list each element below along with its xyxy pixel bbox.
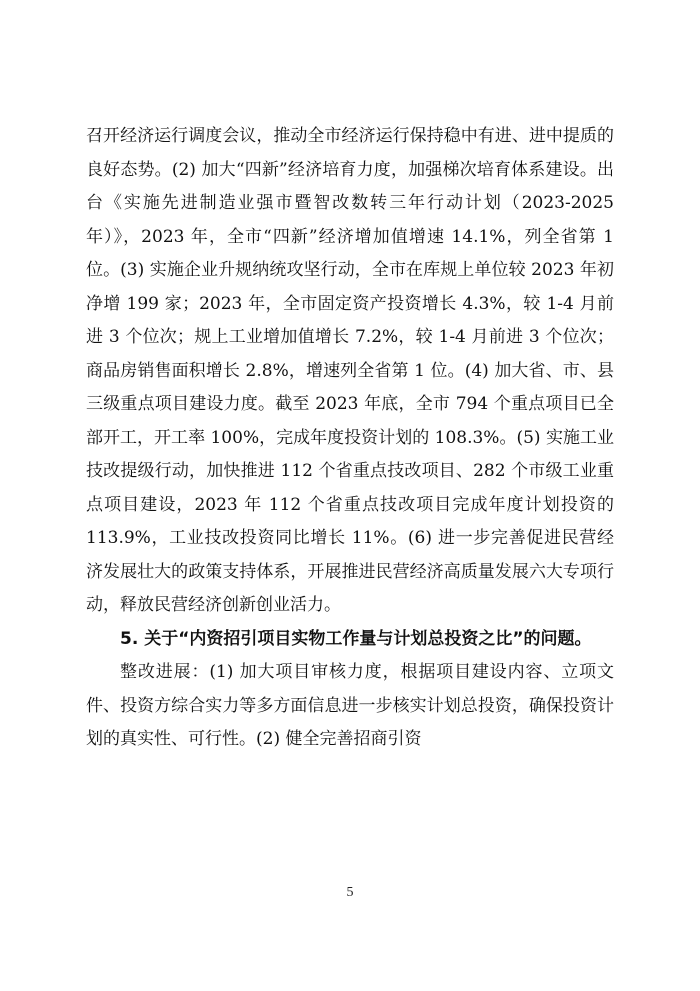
- page-number: 5: [346, 885, 354, 900]
- paragraph-continuation: 召开经济运行调度会议，推动全市经济运行保持稳中有进、进中提质的良好态势。(2) 加大“四新”经济培育力度，加强梯次培育体系建设。出台《实施先进制造业强市暨智改数转三年行动计划（2023-2025 年）》，2023 年，全市“四新”经济增加值增速 14.1%，列全省第 1 位。(3) 实施企业升规纳统攻坚行动，全市在库规上单位较 2023 年初净增 199 家；2023 年，全市固定资产投资增长 4.3%，较 1-4 月前进 3 个位次；规上工业增加值增长 7.2%，较 1-4 月前进 3 个位次；商品房销售面积增长 2.8%，增速列全省第 1 位。(4) 加大省、市、县三级重点项目建设力度。截至 2023 年底，全市 794 个重点项目已全部开工，开工率 100%，完成年度投资计划的 108.3%。(5) 实施工业技改提级行动，加快推进 112 个省重点技改项目、282 个市级工业重点项目建设，2023 年 112 个省重点技改项目完成年度计划投资的 113.9%，工业技改投资同比增长 11%。(6) 进一步完善促进民营经济发展壮大的政策支持体系，开展推进民营经济高质量发展六大专项行动，释放民营经济创新创业活力。: [86, 126, 614, 615]
- section-heading: 5. 关于“内资招引项目实物工作量与计划总投资之比”的问题。: [120, 628, 592, 649]
- document-body: [86, 120, 614, 757]
- paragraph-rectification-progress: 整改进展：(1) 加大项目审核力度，根据项目建设内容、立项文件、投资方综合实力等多方面信息进一步核实计划总投资，确保投资计划的真实性、可行性。(2) 健全完善招商引资: [86, 662, 614, 749]
